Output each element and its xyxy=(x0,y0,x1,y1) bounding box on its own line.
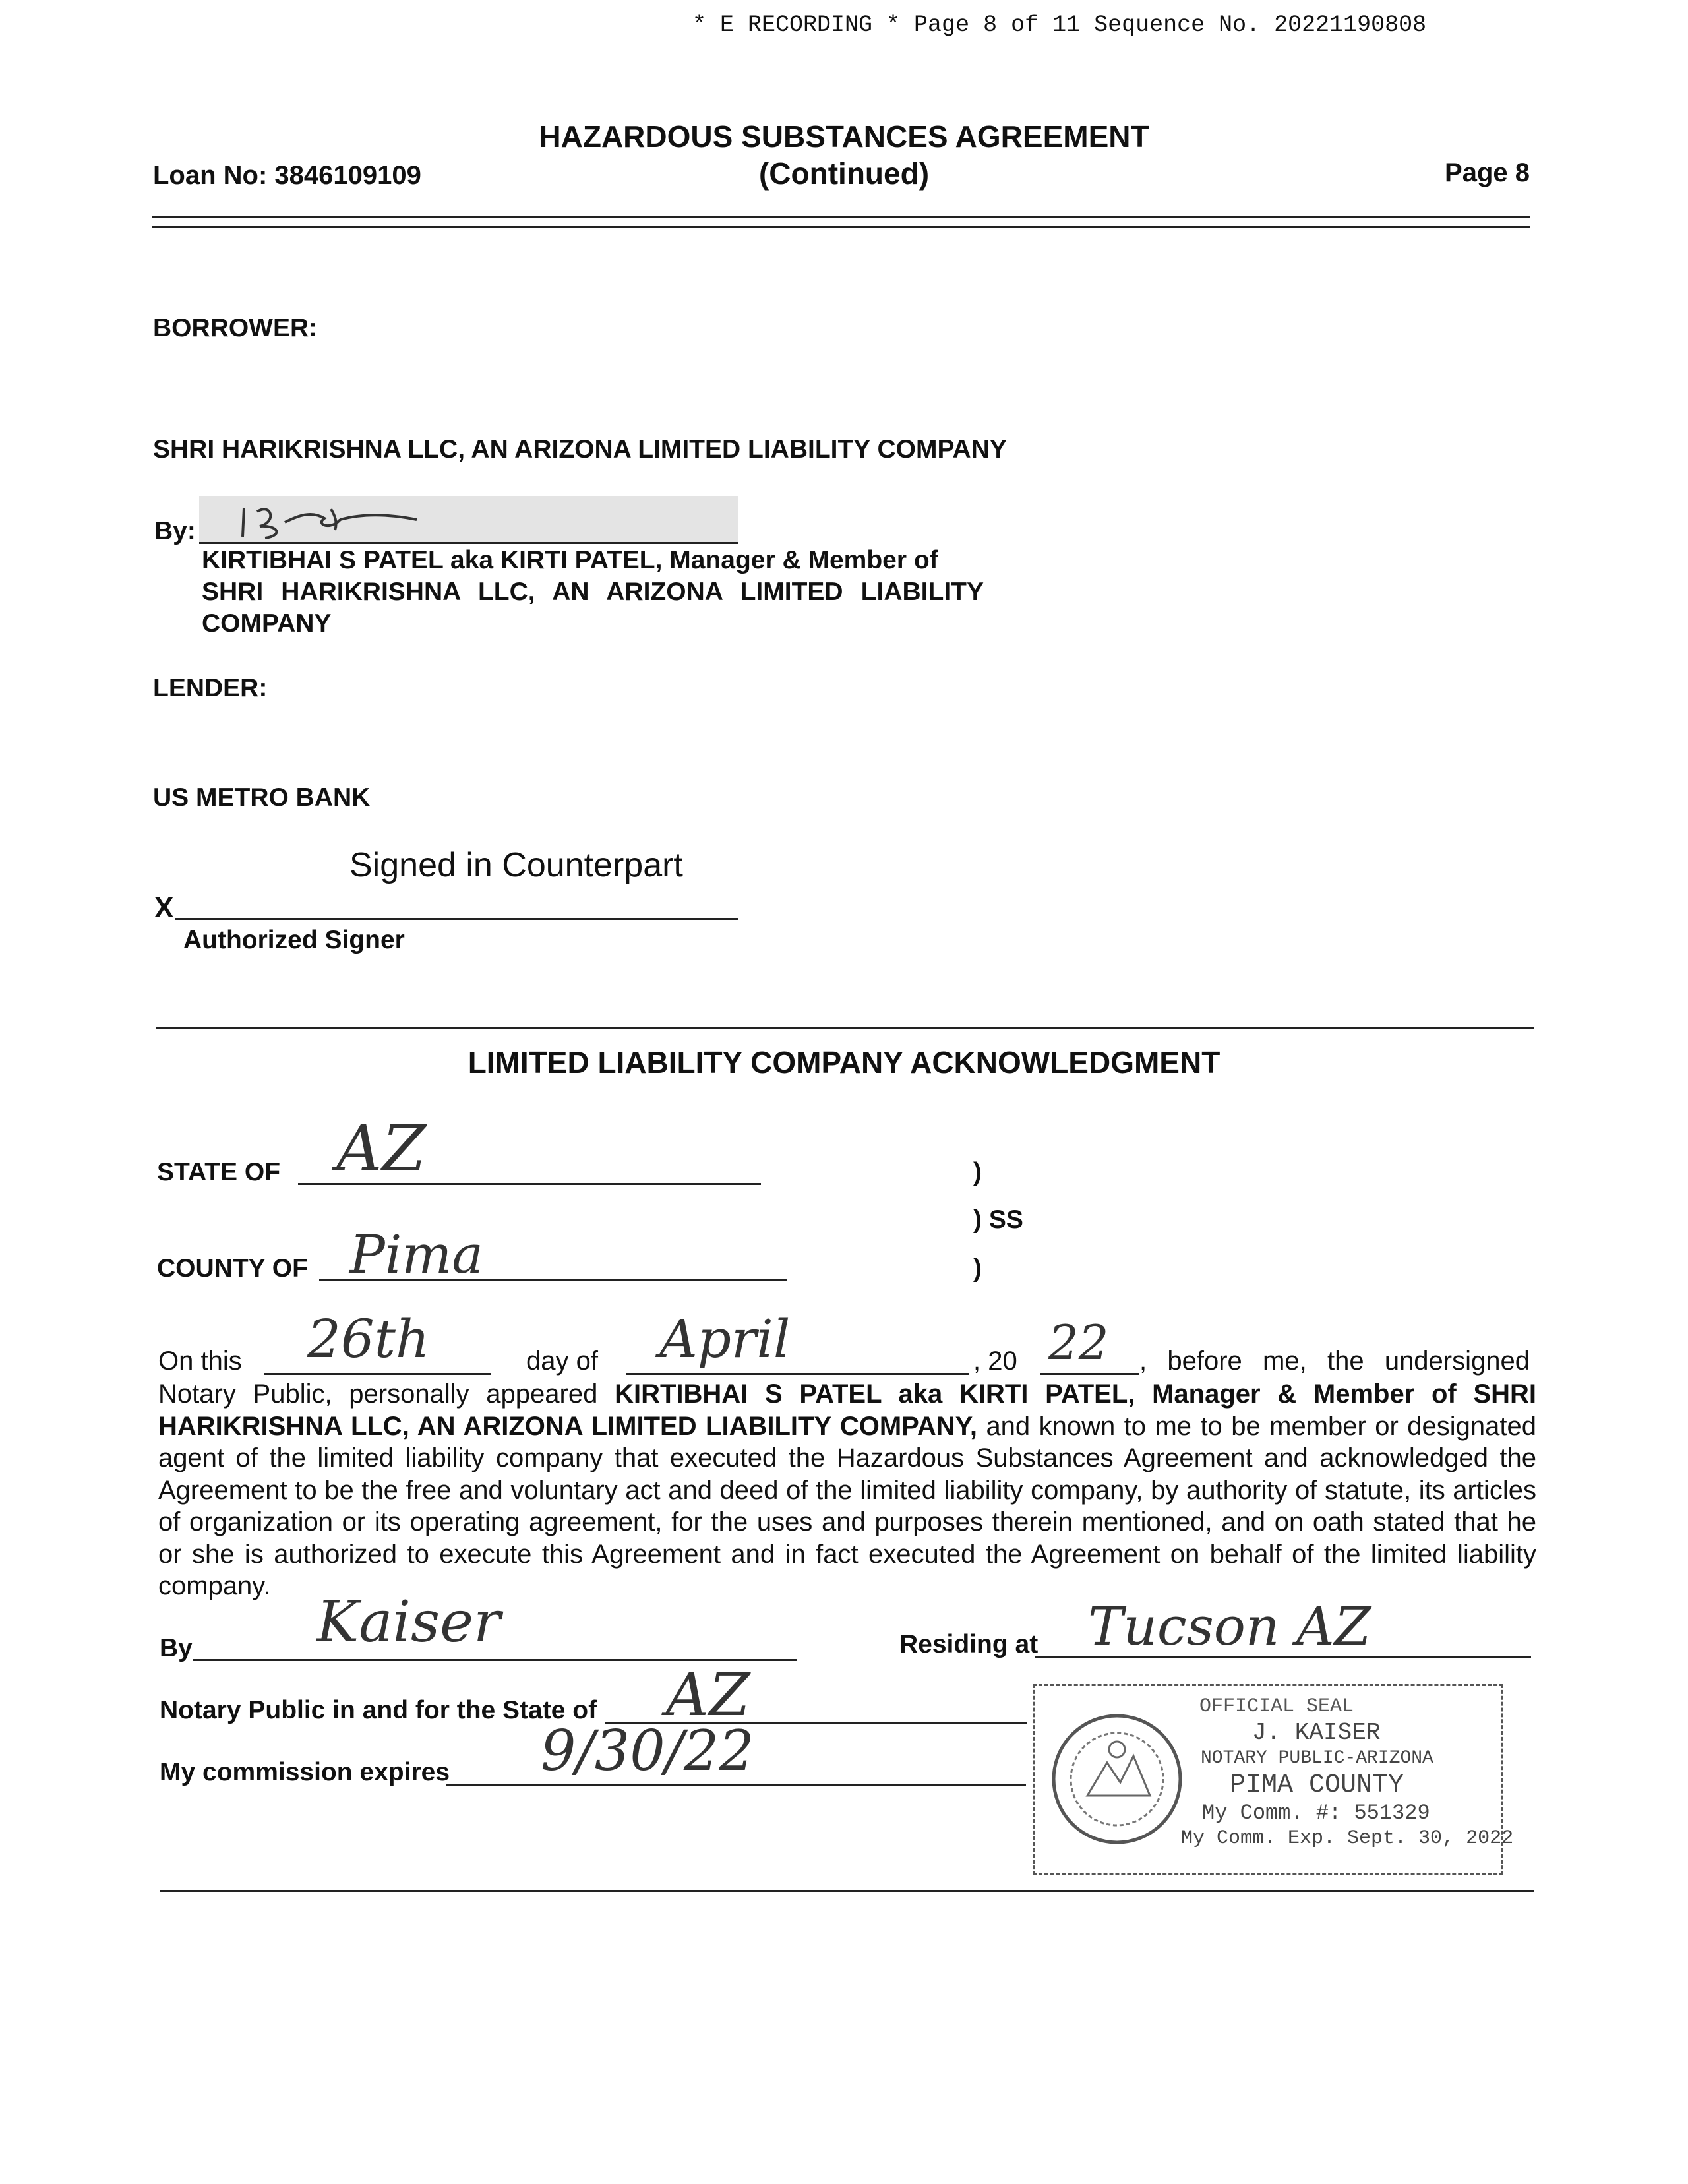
county-value: Pima xyxy=(349,1224,483,1285)
ack-day-of: day of xyxy=(526,1347,598,1376)
acknowledgment-divider xyxy=(156,1027,1534,1029)
header-divider-bottom xyxy=(152,226,1530,228)
counterpart-note: Signed in Counterpart xyxy=(349,846,683,884)
loan-number: Loan No: 3846109109 xyxy=(153,161,421,190)
notary-by-label: By xyxy=(160,1634,193,1662)
commission-label: My commission expires xyxy=(160,1758,450,1786)
ack-before-me: , before me, the undersigned xyxy=(1139,1347,1530,1376)
state-value: AZ xyxy=(336,1112,427,1186)
header-divider-top xyxy=(152,216,1530,218)
year-value: 22 xyxy=(1048,1315,1109,1370)
seal-line-1: OFFICIAL SEAL xyxy=(1199,1695,1354,1718)
borrower-by-label: By: xyxy=(154,517,196,545)
commission-line xyxy=(446,1784,1026,1786)
lender-signer-label: Authorized Signer xyxy=(183,926,405,954)
commission-value: 9/30/22 xyxy=(541,1718,754,1783)
notary-state-label: Notary Public in and for the State of xyxy=(160,1696,597,1724)
residing-value: Tucson AZ xyxy=(1088,1596,1372,1657)
county-label: COUNTY OF xyxy=(157,1254,308,1283)
venue-paren-top: ) xyxy=(973,1158,982,1186)
notary-signature: Kaiser xyxy=(316,1589,501,1655)
day-value: 26th xyxy=(307,1308,430,1370)
ack-body-text: and known to me to be member or designated agent of the limited liability company that executed the Hazardous Substances Agreement and acknowledged the Agreement to be the free and voluntary act and deed of the limited liability company, by authority of statute, its articles of organization or its operating agreement, for the uses and purposes therein mentioned, and on oath stated that he or she is authorized to execute this Agreement and in fact executed the Agreement on behalf of the limited liability company. xyxy=(158,1411,1536,1600)
page-number: Page 8 xyxy=(1445,158,1530,187)
day-line xyxy=(264,1373,491,1375)
year-line xyxy=(1040,1373,1139,1375)
page-footer-divider xyxy=(160,1890,1534,1892)
borrower-signer-line-2: SHRI HARIKRISHNA LLC, AN ARIZONA LIMITED LIABILITY xyxy=(202,578,984,606)
recording-header: * E RECORDING * Page 8 of 11 Sequence No. 20221190808 xyxy=(692,12,1427,38)
lender-signature-line xyxy=(175,918,738,920)
borrower-signer-line-3: COMPANY xyxy=(202,609,332,638)
lender-name: US METRO BANK xyxy=(153,783,371,812)
state-label: STATE OF xyxy=(157,1158,281,1186)
month-value: April xyxy=(659,1308,791,1370)
borrower-heading: BORROWER: xyxy=(153,314,318,342)
ack-notary-public: Notary Public, personally appeared xyxy=(158,1380,598,1409)
seal-line-2: J. KAISER xyxy=(1252,1719,1381,1746)
seal-line-5: My Comm. #: 551329 xyxy=(1202,1801,1430,1825)
seal-line-6: My Comm. Exp. Sept. 30, 2022 xyxy=(1181,1827,1514,1850)
notary-seal xyxy=(1033,1684,1514,1875)
venue-paren-bottom: ) xyxy=(973,1254,982,1283)
lender-x-mark: X xyxy=(154,892,174,924)
document-subtitle: (Continued) xyxy=(758,156,930,191)
arizona-seal-icon xyxy=(1048,1710,1186,1848)
borrower-signer-line-1: KIRTIBHAI S PATEL aka KIRTI PATEL, Manager & Member of xyxy=(202,546,938,574)
venue-ss: ) SS xyxy=(973,1205,1023,1234)
ack-year-prefix: , 20 xyxy=(973,1347,1017,1376)
notary-state-value: AZ xyxy=(666,1660,750,1730)
month-line xyxy=(626,1373,969,1375)
borrower-signature xyxy=(199,496,738,544)
lender-heading: LENDER: xyxy=(153,674,268,702)
residing-label: Residing at xyxy=(899,1630,1039,1658)
document-title: HAZARDOUS SUBSTANCES AGREEMENT xyxy=(539,119,1149,154)
borrower-signature-scribble xyxy=(199,496,738,542)
seal-line-3: NOTARY PUBLIC-ARIZONA xyxy=(1201,1748,1433,1769)
ack-on-this: On this xyxy=(158,1347,242,1376)
borrower-company: SHRI HARIKRISHNA LLC, AN ARIZONA LIMITED LIABILITY COMPANY xyxy=(153,435,1007,464)
seal-line-4: PIMA COUNTY xyxy=(1230,1771,1404,1800)
acknowledgment-title: LIMITED LIABILITY COMPANY ACKNOWLEDGMENT xyxy=(467,1045,1221,1079)
ack-appeared-name: KIRTIBHAI S PATEL aka KIRTI PATEL, Manager & Member of SHRI HARIKRISHNA LLC, AN ARIZONA LIMITED LIABILITY COMPANY, xyxy=(158,1380,1537,1441)
acknowledgment-paragraph xyxy=(158,1378,1536,1602)
